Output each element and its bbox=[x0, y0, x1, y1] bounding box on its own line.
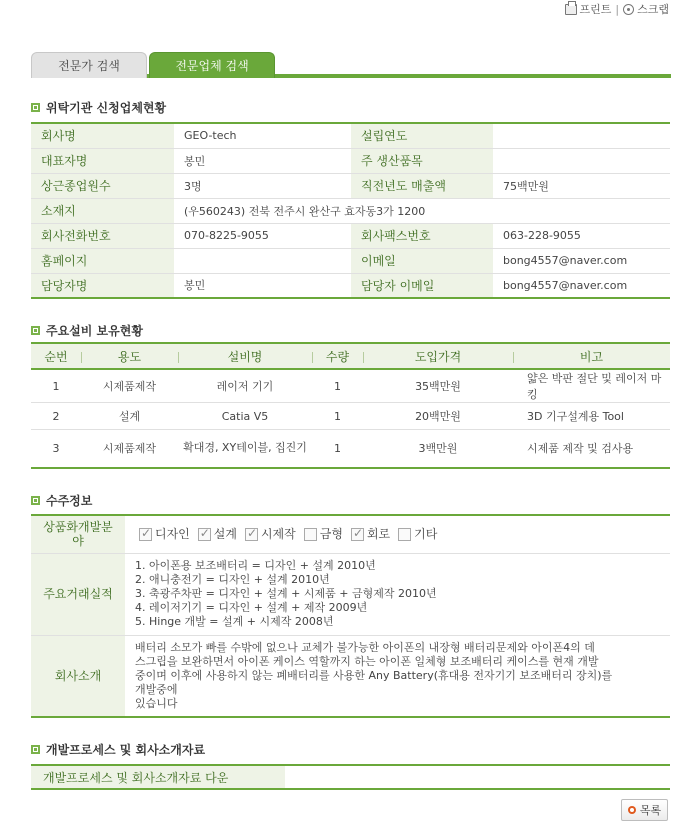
manager-name-label: 담당자명 bbox=[31, 273, 174, 298]
performance-line: 3. 축광주차판 = 디자인 + 설계 + 시제품 + 금형제작 2010년 bbox=[135, 587, 437, 600]
cell-name: 확대경, XY테이블, 집진기 bbox=[178, 430, 312, 468]
scrap-label: 스크랩 bbox=[637, 3, 669, 16]
email-label: 이메일 bbox=[351, 248, 493, 273]
list-button-label: 목록 bbox=[639, 804, 662, 817]
cell-price: 20백만원 bbox=[363, 403, 513, 430]
intro-line: 배터리 소모가 빠를 수밖에 없으나 교체가 불가능한 아이폰의 내장형 배터리문제와 아이폰4의 데 bbox=[135, 640, 595, 654]
equipment-table bbox=[31, 342, 670, 469]
section-title-equipment bbox=[31, 322, 143, 339]
company-intro-value bbox=[125, 635, 670, 717]
scrap-link[interactable] bbox=[623, 1, 669, 17]
checkbox-label: 디자인 bbox=[155, 527, 190, 542]
cell-memo: 얇은 박판 절단 및 레이저 마킹 bbox=[513, 369, 670, 403]
print-link[interactable] bbox=[565, 1, 612, 17]
table-row bbox=[31, 198, 670, 223]
table-row bbox=[31, 223, 670, 248]
top-links bbox=[565, 1, 670, 17]
cell-no: 2 bbox=[31, 403, 81, 430]
section-title-orders bbox=[31, 492, 92, 509]
cell-name: Catia V5 bbox=[178, 403, 312, 430]
col-header-price: 도입가격 bbox=[363, 343, 513, 369]
print-label: 프린트 bbox=[579, 3, 612, 16]
fax-label: 회사팩스번호 bbox=[351, 223, 493, 248]
address-value: (우560243) 전북 전주시 완산구 효자동3가 1200 bbox=[174, 198, 670, 223]
order-info-table bbox=[31, 514, 670, 718]
homepage-label: 홈페이지 bbox=[31, 248, 174, 273]
download-label: 개발프로세스 및 회사소개자료 다운 bbox=[31, 765, 285, 789]
table-row bbox=[31, 403, 670, 430]
cell-no: 1 bbox=[31, 369, 81, 403]
col-header-name: 설비명 bbox=[178, 343, 312, 369]
phone-value: 070-8225-9055 bbox=[174, 223, 351, 248]
intro-line: 중이며 이후에 사용하지 않는 폐배터리를 사용한 Any Battery(휴대용 전자기기 보조배터리 장치)를 bbox=[135, 668, 613, 682]
col-header-use: 용도 bbox=[81, 343, 178, 369]
ceo-name-value: 봉민 bbox=[174, 148, 351, 173]
section-title-text: 개발프로세스 및 회사소개자료 bbox=[46, 743, 206, 757]
download-value[interactable] bbox=[285, 765, 670, 789]
checkbox-circuit[interactable] bbox=[351, 527, 390, 541]
fax-value: 063-228-9055 bbox=[493, 223, 670, 248]
col-header-memo: 비고 bbox=[513, 343, 670, 369]
printer-icon bbox=[565, 4, 577, 15]
table-header-row bbox=[31, 343, 670, 369]
intro-line: 개발중에 bbox=[135, 682, 178, 696]
cell-qty: 1 bbox=[312, 403, 363, 430]
dev-field-value bbox=[125, 515, 670, 553]
table-row bbox=[31, 148, 670, 173]
performance-line: 1. 아이폰용 보조배터리 = 디자인 + 설계 2010년 bbox=[135, 559, 376, 572]
checkbox-mold[interactable] bbox=[304, 527, 343, 541]
email-value[interactable]: bong4557@naver.com bbox=[493, 248, 670, 273]
section-title-download bbox=[31, 741, 205, 758]
company-info-table bbox=[31, 122, 670, 299]
cell-no: 3 bbox=[31, 430, 81, 468]
intro-line: 있습니다 bbox=[135, 696, 178, 710]
phone-label: 회사전화번호 bbox=[31, 223, 174, 248]
section-bullet-icon bbox=[31, 326, 40, 335]
cell-use: 시제품제작 bbox=[81, 430, 178, 468]
section-title-text: 위탁기관 신청업체현황 bbox=[46, 101, 167, 115]
checkbox-label: 설계 bbox=[213, 527, 237, 542]
company-name-label: 회사명 bbox=[31, 123, 174, 148]
section-title-text: 수주정보 bbox=[46, 494, 93, 508]
list-button[interactable] bbox=[621, 799, 668, 821]
col-header-qty: 수량 bbox=[312, 343, 363, 369]
table-row bbox=[31, 173, 670, 198]
checkbox-box[interactable] bbox=[304, 528, 317, 541]
checkbox-prototype[interactable] bbox=[245, 527, 296, 541]
performance-line: 5. Hinge 개발 = 설계 + 시제작 2008년 bbox=[135, 615, 334, 628]
founded-year-value bbox=[493, 123, 670, 148]
table-row bbox=[31, 430, 670, 468]
table-row bbox=[31, 765, 670, 789]
tab-expert-search[interactable]: 전문가 검색 bbox=[31, 52, 147, 78]
scrap-icon bbox=[623, 4, 634, 15]
section-bullet-icon bbox=[31, 103, 40, 112]
download-table bbox=[31, 764, 670, 790]
table-row bbox=[31, 273, 670, 298]
checkbox-engineering[interactable] bbox=[198, 527, 237, 541]
main-product-value bbox=[493, 148, 670, 173]
section-bullet-icon bbox=[31, 496, 40, 505]
cell-price: 3백만원 bbox=[363, 430, 513, 468]
search-tabs bbox=[31, 52, 671, 78]
performance-value bbox=[125, 553, 670, 635]
cell-price: 35백만원 bbox=[363, 369, 513, 403]
list-icon bbox=[628, 806, 636, 814]
checkbox-group bbox=[135, 527, 660, 541]
cell-use: 설계 bbox=[81, 403, 178, 430]
checkbox-label: 금형 bbox=[319, 527, 343, 542]
cell-qty: 1 bbox=[312, 369, 363, 403]
table-row bbox=[31, 515, 670, 553]
cell-memo: 3D 기구설계용 Tool bbox=[513, 403, 670, 430]
manager-name-value: 봉민 bbox=[174, 273, 351, 298]
table-row bbox=[31, 553, 670, 635]
col-header-no: 순번 bbox=[31, 343, 81, 369]
founded-year-label: 설립연도 bbox=[351, 123, 493, 148]
cell-memo: 시제품 제작 및 검사용 bbox=[513, 430, 670, 468]
revenue-label: 직전년도 매출액 bbox=[351, 173, 493, 198]
tab-company-search[interactable]: 전문업체 검색 bbox=[149, 52, 275, 78]
address-label: 소재지 bbox=[31, 198, 174, 223]
table-row bbox=[31, 123, 670, 148]
table-row bbox=[31, 635, 670, 717]
checkbox-box[interactable] bbox=[245, 528, 258, 541]
section-title-text: 주요설비 보유현황 bbox=[46, 324, 143, 338]
dev-field-label: 상품화개발분야 bbox=[31, 515, 125, 553]
checkbox-label: 회로 bbox=[366, 527, 391, 542]
cell-name: 레이저 기기 bbox=[178, 369, 312, 403]
checkbox-box[interactable] bbox=[139, 528, 152, 541]
intro-line: 스그립을 보완하면서 아이폰 케이스 역할까지 하는 아이폰 일체형 보조배터리 케이스를 현재 개발 bbox=[135, 654, 599, 668]
checkbox-label: 기타 bbox=[414, 527, 438, 542]
performance-line: 4. 레이저기기 = 디자인 + 설계 + 제작 2009년 bbox=[135, 601, 368, 614]
revenue-value: 75백만원 bbox=[493, 173, 670, 198]
checkbox-box[interactable] bbox=[351, 528, 364, 541]
company-intro-label: 회사소개 bbox=[31, 635, 125, 717]
section-title-company bbox=[31, 99, 166, 116]
company-name-value: GEO-tech bbox=[174, 123, 351, 148]
manager-email-label: 담당자 이메일 bbox=[351, 273, 493, 298]
performance-label: 주요거래실적 bbox=[31, 553, 125, 635]
employees-label: 상근종업원수 bbox=[31, 173, 174, 198]
employees-value: 3명 bbox=[174, 173, 351, 198]
manager-email-value[interactable]: bong4557@naver.com bbox=[493, 273, 670, 298]
ceo-name-label: 대표자명 bbox=[31, 148, 174, 173]
cell-qty: 1 bbox=[312, 430, 363, 468]
checkbox-box[interactable] bbox=[398, 528, 411, 541]
checkbox-box[interactable] bbox=[198, 528, 211, 541]
cell-use: 시제품제작 bbox=[81, 369, 178, 403]
table-row bbox=[31, 369, 670, 403]
link-separator: | bbox=[615, 2, 620, 16]
checkbox-label: 시제작 bbox=[260, 527, 296, 542]
table-row bbox=[31, 248, 670, 273]
checkbox-etc[interactable] bbox=[398, 527, 437, 541]
performance-line: 2. 애니충전기 = 디자인 + 설계 2010년 bbox=[135, 573, 330, 586]
main-product-label: 주 생산품목 bbox=[351, 148, 493, 173]
checkbox-design[interactable] bbox=[139, 527, 190, 541]
section-bullet-icon bbox=[31, 745, 40, 754]
homepage-value[interactable] bbox=[174, 248, 351, 273]
